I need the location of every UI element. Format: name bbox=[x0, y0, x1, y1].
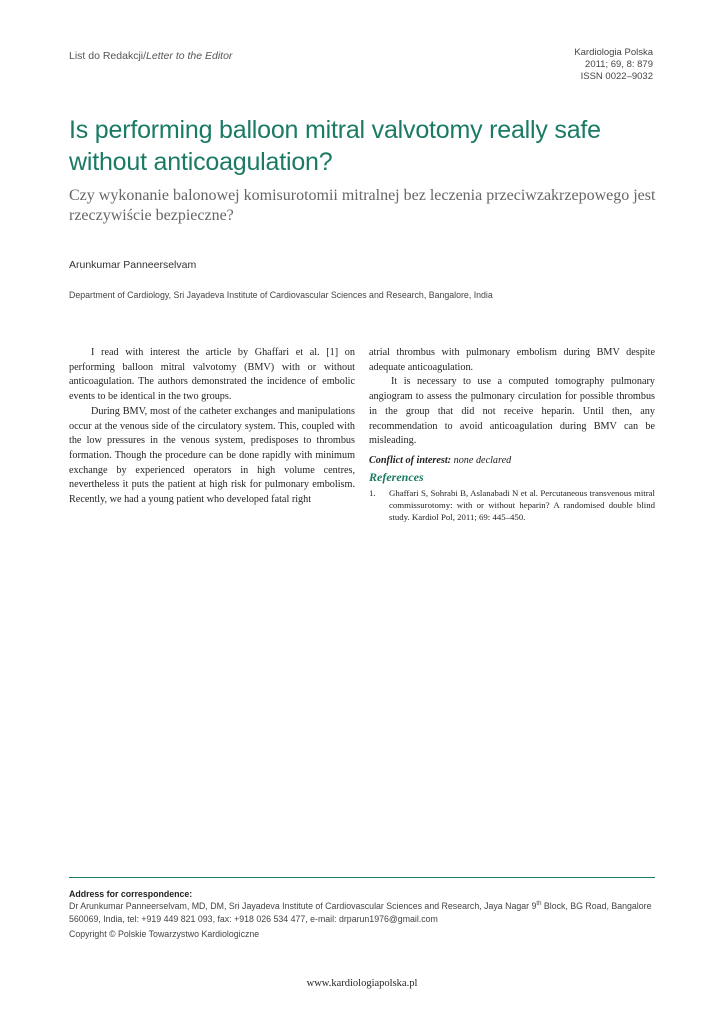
copyright-notice: Copyright © Polskie Towarzystwo Kardiologiczne bbox=[69, 929, 260, 939]
journal-citation: 2011; 69, 8: 879 bbox=[585, 59, 653, 70]
reference-text: Ghaffari S, Sohrabi B, Aslanabadi N et al. Percutaneous transvenous mitral commissurotomy: with or without heparin? A randomised double blind study. Kardiol Pol, 2011; 69: 445–450. bbox=[389, 487, 655, 522]
section-label-en: Letter to the Editor bbox=[146, 50, 233, 62]
paragraph-2-continued: atrial thrombus with pulmonary embolism during BMV despite adequate anticoagulation. bbox=[369, 347, 655, 373]
references-heading: References bbox=[369, 469, 424, 484]
correspondence-label: Address for correspondence: bbox=[69, 889, 193, 899]
paragraph-2-part: During BMV, most of the catheter exchanges and manipulations occur at the venous side of the circulatory system. This, coupled with the low pressures in the venous system, predisposes to thrombus formation. Though the procedure can be done rapidly with minimum exchange by experienced operators in high volume centres, nevertheless it puts the patient at high risk for pulmonary embolism. Recently, we had a young patient who developed fatal right bbox=[69, 405, 355, 506]
section-label-pl: List do Redakcji/ bbox=[69, 50, 147, 62]
article-subtitle: Czy wykonanie balonowej komisurotomii mitralnej bez leczenia przeciwzakrzepowego jest rzeczywiście bezpieczne? bbox=[69, 187, 656, 224]
address-part-1: Dr Arunkumar Panneerselvam, MD, DM, Sri Jayadeva Institute of Cardiovascular Sciences and Research, Jaya Nagar 9 bbox=[69, 901, 537, 911]
conflict-of-interest bbox=[369, 454, 655, 469]
journal-info bbox=[574, 47, 653, 83]
address-part-2: Block, BG Road, Bangalore 560069, India, tel: +919 449 821 093, fax: +918 026 534 477, e-mail: drparun1976@gmail.com bbox=[69, 901, 652, 924]
reference-item bbox=[369, 487, 655, 523]
article-title: Is performing balloon mitral valvotomy really safe without anticoagulation? bbox=[69, 116, 601, 176]
body-column-left bbox=[69, 346, 355, 508]
footer-url[interactable]: www.kardiologiapolska.pl bbox=[306, 978, 418, 989]
paragraph-1: I read with interest the article by Ghaffari et al. [1] on performing balloon mitral valvotomy (BMV) with or without anticoagulation. The authors demonstrated the incidence of embolic events to be identical in the two groups. bbox=[69, 347, 355, 403]
journal-name: Kardiologia Polska bbox=[574, 47, 653, 58]
paragraph-3: It is necessary to use a computed tomography pulmonary angiogram to assess the pulmonary circulation for possible thrombus in the group that did not receive heparin. Until then, any recommendation to avoid anticoagulation during BMV can be misleading. bbox=[369, 376, 655, 447]
conflict-value: none declared bbox=[453, 454, 512, 466]
conflict-label: Conflict of interest: bbox=[369, 454, 452, 466]
author-affiliation: Department of Cardiology, Sri Jayadeva Institute of Cardiovascular Sciences and Research, Bangalore, India bbox=[69, 290, 493, 300]
section-label bbox=[69, 50, 232, 62]
address-superscript: th bbox=[536, 901, 542, 908]
journal-issn: ISSN 0022–9032 bbox=[580, 71, 653, 82]
footer-divider bbox=[69, 877, 655, 878]
correspondence-address bbox=[69, 900, 659, 925]
author-name: Arunkumar Panneerselvam bbox=[69, 259, 197, 271]
reference-number: 1. bbox=[369, 487, 376, 498]
body-column-right bbox=[369, 346, 655, 523]
